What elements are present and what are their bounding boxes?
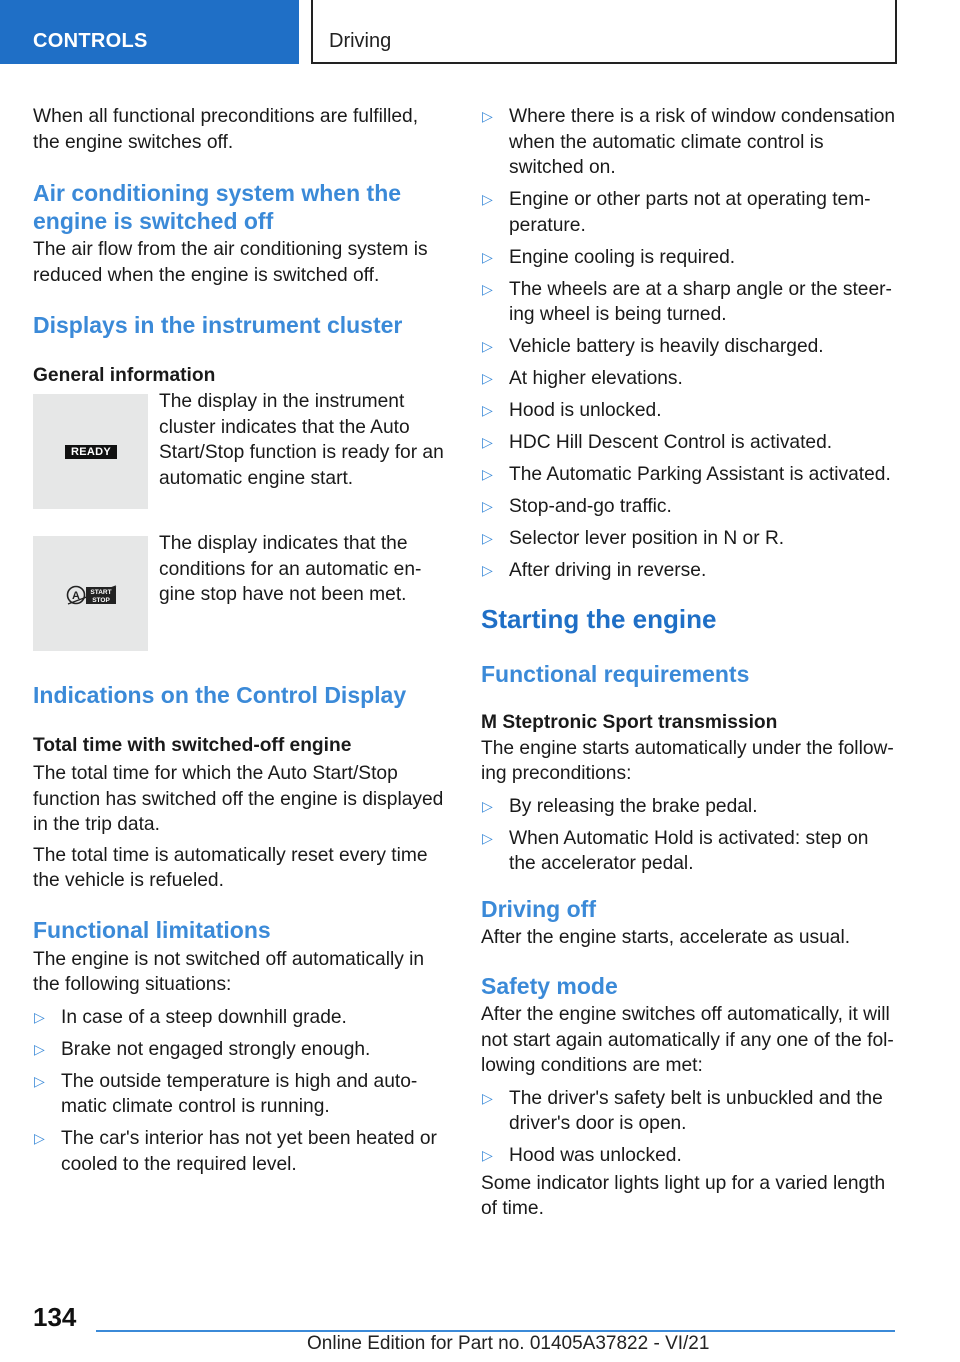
list-item: ▷ Hood is unlocked. bbox=[481, 398, 896, 424]
safety-mode-heading: Safety mode bbox=[481, 973, 618, 999]
triangle-bullet-icon: ▷ bbox=[34, 1008, 45, 1025]
total-time-heading: Total time with switched-off engine bbox=[33, 735, 352, 756]
section-tab bbox=[0, 0, 299, 64]
triangle-bullet-icon: ▷ bbox=[482, 1089, 493, 1106]
stop-display-row bbox=[33, 531, 448, 651]
list-item: ▷ Stop-and-go traffic. bbox=[481, 494, 896, 520]
footer-rule bbox=[96, 1330, 895, 1332]
ac-heading: Air conditioning system when the engine is switched off bbox=[33, 180, 402, 234]
triangle-bullet-icon: ▷ bbox=[482, 248, 493, 265]
driving-off-heading: Driving off bbox=[481, 895, 596, 922]
ready-display-row bbox=[33, 389, 448, 509]
steptronic-paragraph: The engine starts automatically under the follow‐ ing preconditions: bbox=[481, 737, 894, 784]
reset-paragraph: The total time is automatically reset every time the vehicle is refueled. bbox=[33, 844, 428, 891]
list-item: ▷ Selector lever position in N or R. bbox=[481, 526, 896, 552]
left-column bbox=[33, 104, 448, 1184]
triangle-bullet-icon: ▷ bbox=[482, 402, 493, 418]
intro-paragraph: When all functional preconditions are fulfilled, the engine switches off. bbox=[33, 106, 419, 153]
triangle-bullet-icon: ▷ bbox=[34, 1040, 45, 1057]
triangle-bullet-icon: ▷ bbox=[482, 562, 493, 578]
requirements-heading: Functional requirements bbox=[481, 660, 750, 687]
triangle-bullet-icon: ▷ bbox=[482, 280, 493, 297]
driving-off-paragraph: After the engine starts, accelerate as usual. bbox=[481, 926, 851, 948]
triangle-bullet-icon: ▷ bbox=[482, 370, 493, 386]
triangle-bullet-icon: ▷ bbox=[34, 1072, 45, 1089]
triangle-bullet-icon: ▷ bbox=[482, 338, 493, 354]
limitations-list-right bbox=[481, 104, 896, 584]
ready-display-text: The display in the instrument cluster indicates that the Auto Start/Stop function is ready for an automatic engine start. bbox=[159, 391, 444, 489]
list-item: ▷ Brake not engaged strongly enough. bbox=[33, 1037, 448, 1063]
total-time-paragraph: The total time for which the Auto Start/Stop function has switched off the engine is displayed in the trip data. bbox=[33, 763, 444, 835]
ready-display-image bbox=[33, 394, 148, 509]
list-item: ▷ The wheels are at a sharp angle or the steer‐ ing wheel is being turned. bbox=[482, 278, 892, 325]
stop-label: STOP bbox=[92, 597, 110, 604]
list-item: ▷ HDC Hill Descent Control is activated. bbox=[481, 430, 896, 456]
triangle-bullet-icon: ▷ bbox=[482, 191, 493, 207]
limitations-heading: Functional limitations bbox=[33, 916, 271, 943]
triangle-bullet-icon: ▷ bbox=[482, 466, 493, 482]
limitations-list-left bbox=[33, 1005, 448, 1178]
list-item: ▷ At higher elevations. bbox=[481, 366, 896, 392]
control-display-heading: Indications on the Control Display bbox=[33, 682, 407, 708]
right-column bbox=[481, 104, 896, 1222]
chapter-title: Driving bbox=[329, 30, 392, 52]
limitations-intro: The engine is not switched off automatically in the following situations: bbox=[33, 948, 425, 995]
list-item: ▷ The outside temperature is high and auto‐ matic climate control is running. bbox=[34, 1070, 418, 1117]
stop-display-text: The display indicates that the conditions for an automatic en‐ gine stop have not been met. bbox=[159, 533, 422, 605]
section-title: CONTROLS bbox=[33, 30, 148, 52]
list-item: ▷ By releasing the brake pedal. bbox=[481, 794, 896, 820]
list-item: ▷ The driver's safety belt is unbuckled and the driver's door is open. bbox=[482, 1087, 883, 1134]
list-item: ▷ Where there is a risk of window condensation when the automatic climate control is switched on. bbox=[482, 106, 896, 178]
closing-paragraph: Some indicator lights light up for a varied length of time. bbox=[481, 1172, 886, 1219]
triangle-bullet-icon: ▷ bbox=[482, 498, 493, 514]
displays-heading: Displays in the instrument cluster bbox=[33, 312, 403, 338]
list-item: ▷ Vehicle battery is heavily discharged. bbox=[481, 334, 896, 360]
ac-paragraph: The air flow from the air conditioning system is reduced when the engine is switched off. bbox=[33, 239, 428, 286]
auto-start-stop-display-image bbox=[33, 536, 148, 651]
svg-text:A: A bbox=[72, 590, 80, 602]
triangle-bullet-icon: ▷ bbox=[482, 530, 493, 546]
safety-conditions-list bbox=[481, 1086, 896, 1169]
edition-text: Online Edition for Part no. 01405A37822 - VI/21 bbox=[307, 1333, 710, 1354]
safety-mode-paragraph: After the engine switches off automatically, it will not start again automatically if any one of the fol‐ lowing conditions are met: bbox=[481, 1004, 894, 1076]
list-item: ▷ After driving in reverse. bbox=[481, 558, 896, 584]
triangle-bullet-icon: ▷ bbox=[482, 434, 493, 450]
steptronic-heading: M Steptronic Sport transmission bbox=[481, 711, 778, 733]
start-conditions-list bbox=[481, 794, 896, 877]
triangle-bullet-icon: ▷ bbox=[482, 829, 493, 846]
general-info-heading: General information bbox=[33, 365, 216, 386]
triangle-bullet-icon: ▷ bbox=[482, 108, 493, 124]
starting-engine-heading: Starting the engine bbox=[481, 603, 717, 634]
page-number: 134 bbox=[33, 1302, 77, 1332]
triangle-bullet-icon: ▷ bbox=[482, 797, 493, 814]
auto-start-stop-icon bbox=[66, 584, 118, 606]
chapter-box bbox=[311, 0, 897, 64]
triangle-bullet-icon: ▷ bbox=[34, 1130, 45, 1146]
triangle-bullet-icon: ▷ bbox=[482, 1147, 493, 1163]
ready-label: READY bbox=[65, 445, 117, 459]
list-item: ▷ In case of a steep downhill grade. bbox=[33, 1005, 448, 1031]
start-label: START bbox=[90, 589, 112, 596]
list-item: ▷ Engine cooling is required. bbox=[481, 245, 896, 271]
list-item: ▷ Hood was unlocked. bbox=[481, 1143, 896, 1169]
list-item: ▷ The Automatic Parking Assistant is activated. bbox=[481, 462, 896, 488]
list-item: ▷ The car's interior has not yet been heated or cooled to the required level. bbox=[34, 1128, 437, 1175]
list-item: ▷ When Automatic Hold is activated: step on the accelerator pedal. bbox=[482, 827, 869, 874]
list-item: ▷ Engine or other parts not at operating tem‐ perature. bbox=[482, 189, 871, 236]
